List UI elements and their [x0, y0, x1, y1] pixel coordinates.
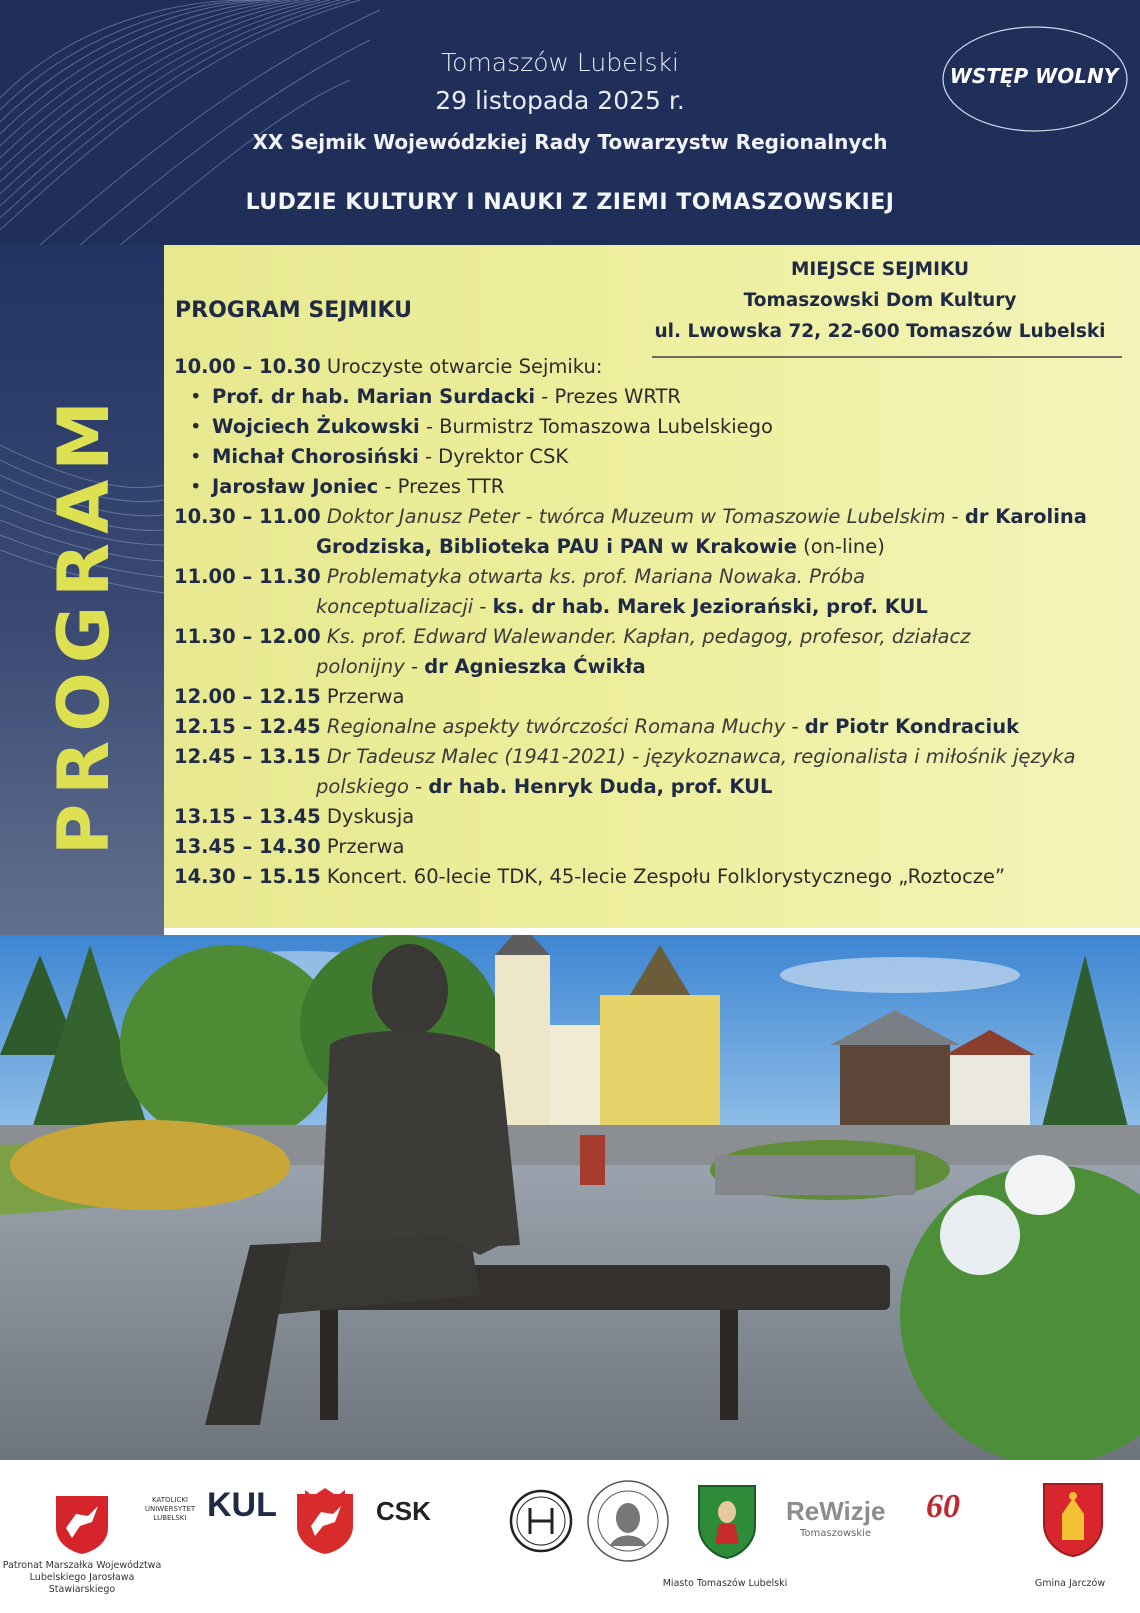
partners-logo-strip	[0, 1460, 1140, 1613]
program-item	[174, 353, 602, 381]
program-item	[174, 743, 1076, 771]
guest-name: Jarosław Joniec	[212, 475, 379, 498]
program-item	[174, 623, 970, 651]
item-time: 10.30 – 11.00	[174, 505, 321, 528]
guest-item	[190, 473, 504, 501]
sixty-anniversary-logo: 60	[926, 1488, 960, 1525]
program-item	[174, 503, 1087, 531]
item-time: 11.00 – 11.30	[174, 565, 321, 588]
town-square-photo	[0, 935, 1140, 1460]
item-topic: konceptualizacji	[316, 595, 474, 618]
program-item-continued	[316, 773, 772, 801]
program-item-continued	[316, 653, 646, 681]
item-note: (on-line)	[796, 535, 885, 558]
side-title-program: PROGRAM	[43, 392, 125, 855]
item-sep: -	[473, 595, 493, 618]
item-time: 10.00 – 10.30	[174, 355, 321, 378]
miasto-caption: Miasto Tomaszów Lubelski	[662, 1578, 788, 1589]
jarczow-commune-arms-icon	[1040, 1480, 1106, 1558]
guest-item	[190, 443, 568, 471]
item-sep: -	[404, 655, 425, 678]
guest-item	[190, 413, 773, 441]
item-text: Uroczyste otwarcie Sejmiku:	[320, 355, 603, 378]
item-text: Przerwa	[320, 835, 405, 858]
program-item	[174, 863, 1005, 891]
statue-photo-illustration	[0, 935, 1140, 1460]
item-time: 11.30 – 12.00	[174, 625, 321, 648]
venue-name: Tomaszowski Dom Kultury	[743, 290, 1017, 311]
csk-logo: CSK	[376, 1496, 431, 1526]
lubelskie-coat-of-arms-icon	[52, 1492, 112, 1556]
venue-divider	[652, 356, 1122, 358]
item-topic: Doktor Janusz Peter - twórca Muzeum w Tomaszowie Lubelskim	[320, 505, 946, 528]
item-time: 13.15 – 13.45	[174, 805, 321, 828]
item-topic: Dr Tadeusz Malec (1941-2021) - językoznawca, regionalista i miłośnik języka	[320, 745, 1076, 768]
item-topic: polskiego	[316, 775, 409, 798]
society-portrait-seal-icon	[585, 1478, 671, 1564]
item-topic: polonijny	[316, 655, 405, 678]
program-item	[174, 803, 414, 831]
program-item	[174, 683, 404, 711]
item-speaker: Grodziska, Biblioteka PAU i PAN w Krakowie	[316, 535, 797, 558]
guest-name: Wojciech Żukowski	[212, 415, 420, 438]
kul-logo: KUL	[207, 1486, 277, 1524]
guest-role: - Prezes TTR	[378, 475, 505, 498]
venue-address: ul. Lwowska 72, 22-600 Tomaszów Lubelski	[654, 321, 1106, 342]
venue-block	[630, 254, 1130, 347]
program-item	[174, 833, 404, 861]
item-topic: Problematyka otwarta ks. prof. Mariana Nowaka. Próba	[320, 565, 866, 588]
item-speaker: dr Karolina	[964, 505, 1087, 528]
tomaszow-county-arms-icon	[293, 1486, 357, 1556]
guest-role: - Prezes WRTR	[535, 385, 681, 408]
item-speaker: ks. dr hab. Marek Jeziorański, prof. KUL	[492, 595, 928, 618]
item-speaker: dr Piotr Kondraciuk	[804, 715, 1020, 738]
item-topic: Ks. prof. Edward Walewander. Kapłan, pedagog, profesor, działacz	[320, 625, 971, 648]
program-title: PROGRAM SEJMIKU	[175, 298, 413, 323]
item-time: 12.45 – 13.15	[174, 745, 321, 768]
item-text: Dyskusja	[320, 805, 415, 828]
program-item	[174, 713, 1019, 741]
item-text: Koncert. 60-lecie TDK, 45-lecie Zespołu Folklorystycznego „Roztocze”	[320, 865, 1006, 888]
gmina-caption: Gmina Jarczów	[1034, 1578, 1106, 1589]
event-title: XX Sejmik Wojewódzkiej Rady Towarzystw Regionalnych	[252, 130, 888, 154]
item-topic: Regionalne aspekty twórczości Romana Muchy	[320, 715, 786, 738]
item-sep: -	[785, 715, 805, 738]
program-item-continued	[316, 593, 928, 621]
guest-name: Prof. dr hab. Marian Surdacki	[212, 385, 536, 408]
venue-heading: MIEJSCE SEJMIKU	[791, 259, 969, 280]
item-sep: -	[945, 505, 965, 528]
item-sep: -	[408, 775, 429, 798]
program-item-continued	[316, 533, 885, 561]
event-date: 29 listopada 2025 r.	[435, 86, 685, 115]
event-city: Tomaszów Lubelski	[441, 48, 679, 77]
patron-caption: Patronat Marszałka Województwa Lubelskiego Jarosława Stawiarskiego	[2, 1560, 162, 1595]
guest-item	[190, 383, 681, 411]
item-time: 12.00 – 12.15	[174, 685, 321, 708]
free-entry-badge: WSTĘP WOLNY	[949, 64, 1119, 88]
round-seal-emblem-icon	[508, 1488, 574, 1554]
event-motto: LUDZIE KULTURY I NAUKI Z ZIEMI TOMASZOWSKIEJ	[245, 190, 895, 215]
program-item	[174, 563, 865, 591]
item-time: 14.30 – 15.15	[174, 865, 321, 888]
guest-role: - Burmistrz Tomaszowa Lubelskiego	[419, 415, 773, 438]
kul-university-name: KATOLICKI UNIWERSYTET LUBELSKI	[144, 1496, 196, 1522]
item-time: 12.15 – 12.45	[174, 715, 321, 738]
item-time: 13.45 – 14.30	[174, 835, 321, 858]
header-banner	[0, 0, 1140, 245]
rewizje-logo: ReWizje	[786, 1496, 886, 1526]
item-text: Przerwa	[320, 685, 405, 708]
guest-role: - Dyrektor CSK	[418, 445, 569, 468]
guest-name: Michał Chorosiński	[212, 445, 419, 468]
tomaszow-city-arms-icon	[695, 1482, 759, 1560]
item-speaker: dr Agnieszka Ćwikła	[424, 655, 646, 678]
rewizje-subtitle: Tomaszowskie	[800, 1528, 872, 1539]
item-speaker: dr hab. Henryk Duda, prof. KUL	[428, 775, 773, 798]
